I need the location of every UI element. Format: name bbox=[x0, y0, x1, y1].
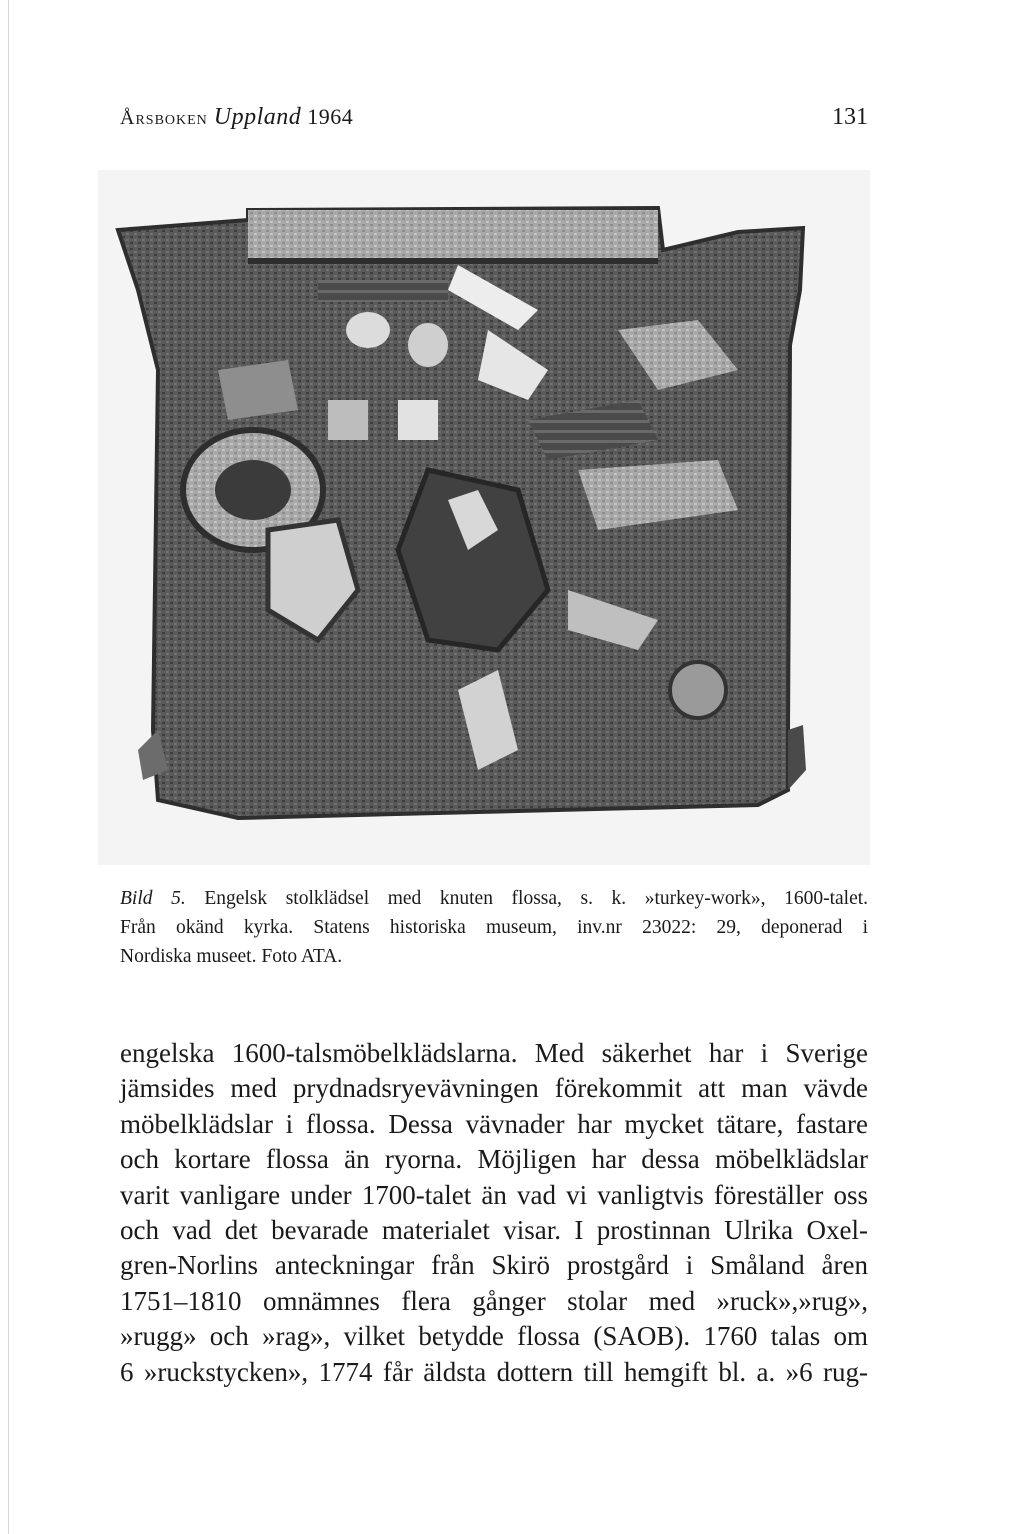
body-line-5: varit vanligare under 1700-talet än vad vi vanligtvis föreställer oss bbox=[120, 1179, 868, 1210]
body-line-1: engelska 1600-talsmöbelklädslarna. Med säkerhet har i Sverige bbox=[120, 1038, 868, 1068]
page-edge bbox=[8, 0, 9, 1534]
top-panel bbox=[248, 210, 658, 262]
body-line-6: och vad det bevarade materialet visar. I prostinnan Ulrika Oxel- bbox=[120, 1215, 868, 1246]
body-line-3: möbelklädslar i flossa. Dessa vävnader har mycket tätare, fastare bbox=[120, 1108, 868, 1139]
body-line-10: 6 »ruckstycken», 1774 får äldsta dottern till hemgift bl. a. »6 rug- bbox=[120, 1356, 868, 1387]
body-line-8: 1751–1810 omnämnes flera gånger stolar med »ruck»,»rug», bbox=[120, 1285, 868, 1316]
textile-photo bbox=[98, 170, 870, 865]
body-line-9: »rugg» och »rag», vilket betydde flossa (SAOB). 1760 talas om bbox=[120, 1321, 868, 1352]
top-border bbox=[248, 258, 658, 264]
caption-label: Bild 5. bbox=[120, 888, 186, 909]
journal-title bbox=[120, 104, 353, 131]
page-number: 131 bbox=[832, 104, 868, 130]
journal-name-smallcaps: Årsboken bbox=[120, 107, 208, 129]
caption-line-2: Från okänd kyrka. Statens historiska museum, inv.nr 23022: 29, deponerad i bbox=[120, 917, 868, 938]
caption-line-1 bbox=[120, 884, 868, 913]
body-text bbox=[120, 1036, 868, 1390]
body-line-7: gren-Norlins anteckningar från Skirö prostgård i Småland åren bbox=[120, 1250, 868, 1281]
journal-name-italic: Uppland bbox=[213, 104, 302, 130]
figure-caption bbox=[120, 884, 868, 971]
running-head bbox=[120, 104, 868, 138]
journal-year: 1964 bbox=[307, 104, 354, 129]
body-line-4: och kortare flossa än ryorna. Möjligen har dessa möbelklädslar bbox=[120, 1144, 868, 1175]
caption-line-3: Nordiska museet. Foto ATA. bbox=[120, 946, 343, 967]
body-line-2: jämsides med prydnadsryevävningen förekommit att man vävde bbox=[120, 1073, 868, 1104]
figure-photograph bbox=[98, 170, 870, 865]
caption-text-1: Engelsk stolklädsel med knuten flossa, s. k. »turkey-work», 1600-talet. bbox=[204, 888, 869, 909]
